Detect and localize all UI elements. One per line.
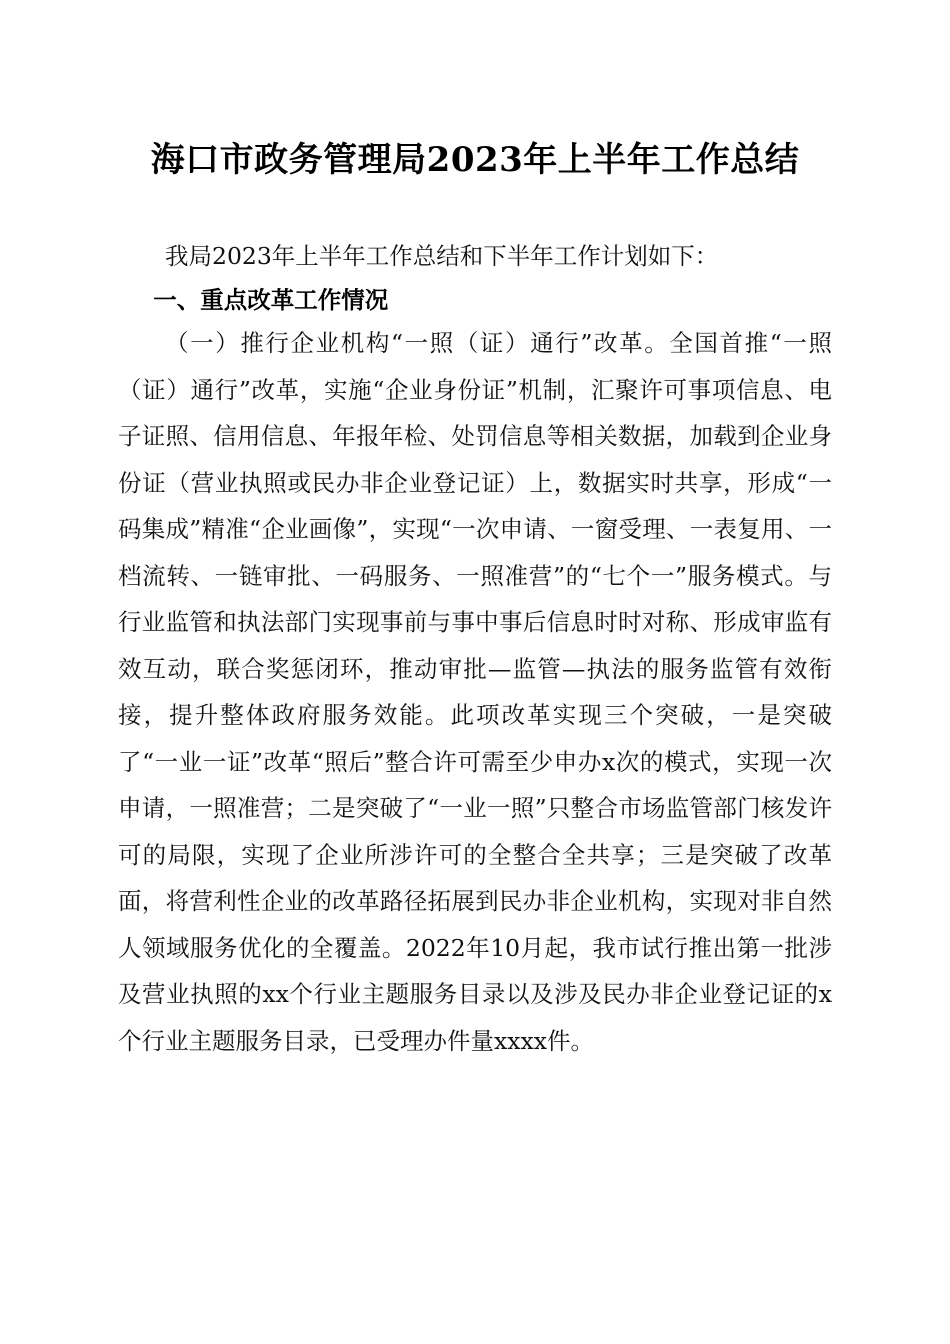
intro-paragraph: 我局2023年上半年工作总结和下半年工作计划如下： <box>165 242 719 270</box>
section-heading: 一、重点改革工作情况 <box>153 286 389 314</box>
body-paragraph: （一）推行企业机构“一照（证）通行”改革。全国首推“一照（证）通行”改革，实施“企业身份证”机制，汇聚许可事项信息、电子证照、信用信息、年报年检、处罚信息等相关数据，加载到企业身份证（营业执照或民办非企业登记证）上，数据实时共享，形成“一码集成”精准“企业画像”，实现“一次申请、一窗受理、一表复用、一档流转、一链审批、一码服务、一照准营”的“七个一”服务模式。与行业监管和执法部门实现事前与事中事后信息时时对称、形成审监有效互动，联合奖惩闭环，推动审批—监管—执法的服务监管有效衔接，提升整体政府服务效能。此项改革实现三个突破，一是突破了“一业一证”改革“照后”整合许可需至少申办x次的模式，实现一次申请，一照准营；二是突破了“一业一照”只整合市场监管部门核发许可的局限，实现了企业所涉许可的全整合全共享；三是突破了改革面，将营利性企业的改革路径拓展到民办非企业机构，实现对非自然人领域服务优化的全覆盖。2022年10月起，我市试行推出第一批涉及营业执照的xx个行业主题服务目录以及涉及民办非企业登记证的x个行业主题服务目录，已受理办件量xxxx件。 <box>118 329 832 1055</box>
document-title: 海口市政务管理局2023年上半年工作总结 <box>150 140 800 180</box>
